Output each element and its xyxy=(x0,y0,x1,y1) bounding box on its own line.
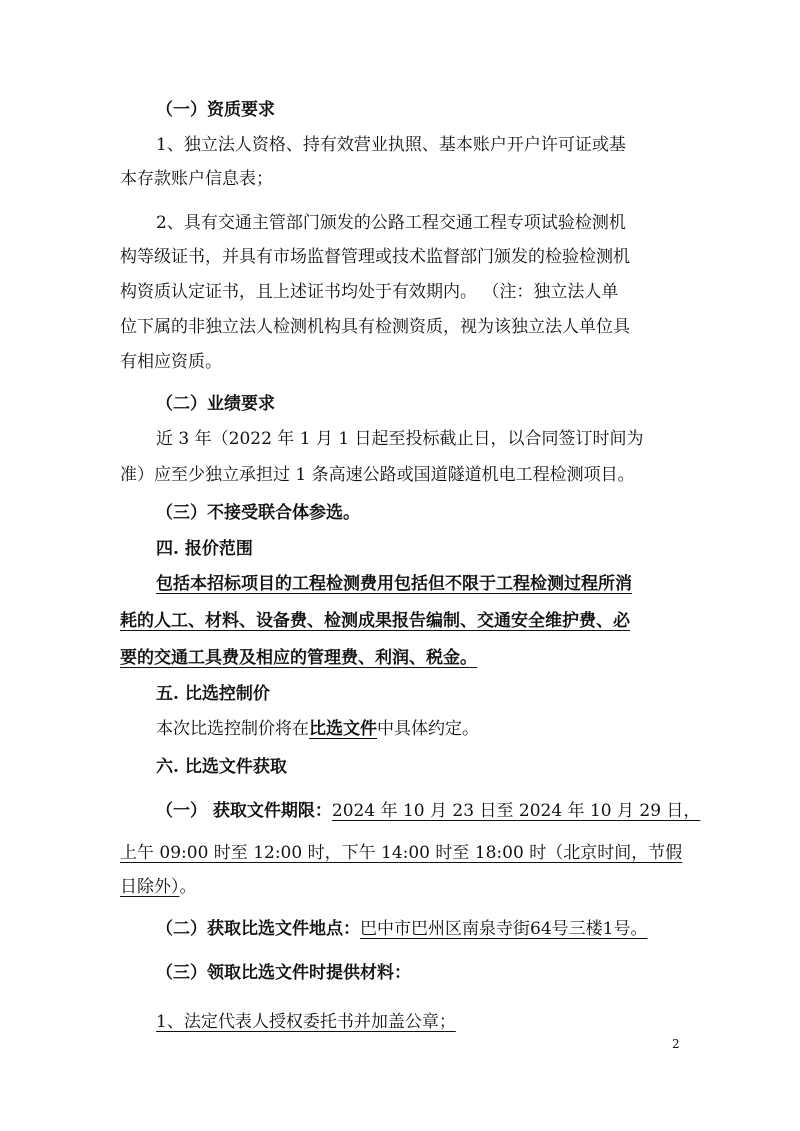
obtain-period-label: （一） 获取文件期限： xyxy=(156,801,332,821)
obtain-material1-text: 1、法定代表人授权委托书并加盖公章； xyxy=(156,1012,456,1032)
section-quote-heading: 四. 报价范围 xyxy=(156,539,253,559)
obtain-location-label: （二）获取比选文件地点： xyxy=(156,919,360,939)
section-obtain-heading: 六. 比选文件获取 xyxy=(156,757,287,777)
price-control-suffix: 中具体约定。 xyxy=(377,719,479,739)
section-performance-heading: （二）业绩要求 xyxy=(156,394,275,414)
section-price-control-heading: 五. 比选控制价 xyxy=(156,684,270,704)
quote-line3: 要的交通工具费及相应的管理费、利润、税金。 xyxy=(120,648,477,668)
quals-item2-line3: 构资质认定证书，且上述证书均处于有效期内。 （注：独立法人单 xyxy=(120,282,619,302)
obtain-materials-label: （三）领取比选文件时提供材料： xyxy=(156,963,411,983)
quals-item2-line2: 构等级证书，并具有市场监督管理或技术监督部门颁发的检验检测机 xyxy=(120,247,630,267)
bid-document-link: 比选文件 xyxy=(309,719,377,739)
quals-item1-line1: 1、独立法人资格、持有效营业执照、基本账户开户许可证或基 xyxy=(156,135,626,155)
obtain-material1 xyxy=(156,1012,456,1032)
price-control-text xyxy=(156,719,479,739)
obtain-period-end: 。 xyxy=(179,877,197,897)
quals-item2-line5: 有相应资质。 xyxy=(120,352,222,372)
quals-item2-line4: 位下属的非独立法人检测机构具有检测资质，视为该独立法人单位具 xyxy=(120,317,630,337)
obtain-period-line1 xyxy=(156,801,700,821)
quote-line1: 包括本招标项目的工程检测费用包括但不限于工程检测过程所消 xyxy=(156,574,632,594)
obtain-period-line3 xyxy=(120,877,197,897)
quals-item2-line1: 2、具有交通主管部门颁发的公路工程交通工程专项试验检测机 xyxy=(156,213,626,233)
obtain-location-value: 巴中市巴州区南泉寺街64号三楼1号。 xyxy=(360,919,648,939)
quote-line2: 耗的人工、材料、设备费、检测成果报告编制、交通安全维护费、必 xyxy=(120,611,630,631)
obtain-period-line2: 上午 09:00 时至 12:00 时，下午 14:00 时至 18:00 时（北京时间，节假 xyxy=(120,843,683,863)
section-consortium-heading: （三）不接受联合体参选。 xyxy=(156,503,360,523)
obtain-period-value3: 日除外） xyxy=(120,877,180,897)
page-number: 2 xyxy=(672,1037,680,1051)
obtain-location-line xyxy=(156,919,647,939)
section-quals-heading: （一）资质要求 xyxy=(156,100,275,120)
obtain-period-value1: 2024 年 10 月 23 日至 2024 年 10 月 29 日， xyxy=(331,801,701,821)
quals-item1-line2: 本存款账户信息表； xyxy=(120,169,273,189)
performance-line2: 准）应至少独立承担过 1 条高速公路或国道隧道机电工程检测项目。 xyxy=(120,465,635,485)
price-control-prefix: 本次比选控制价将在 xyxy=(156,719,309,739)
performance-line1: 近 3 年（2022 年 1 月 1 日起至投标截止日，以合同签订时间为 xyxy=(156,429,644,449)
